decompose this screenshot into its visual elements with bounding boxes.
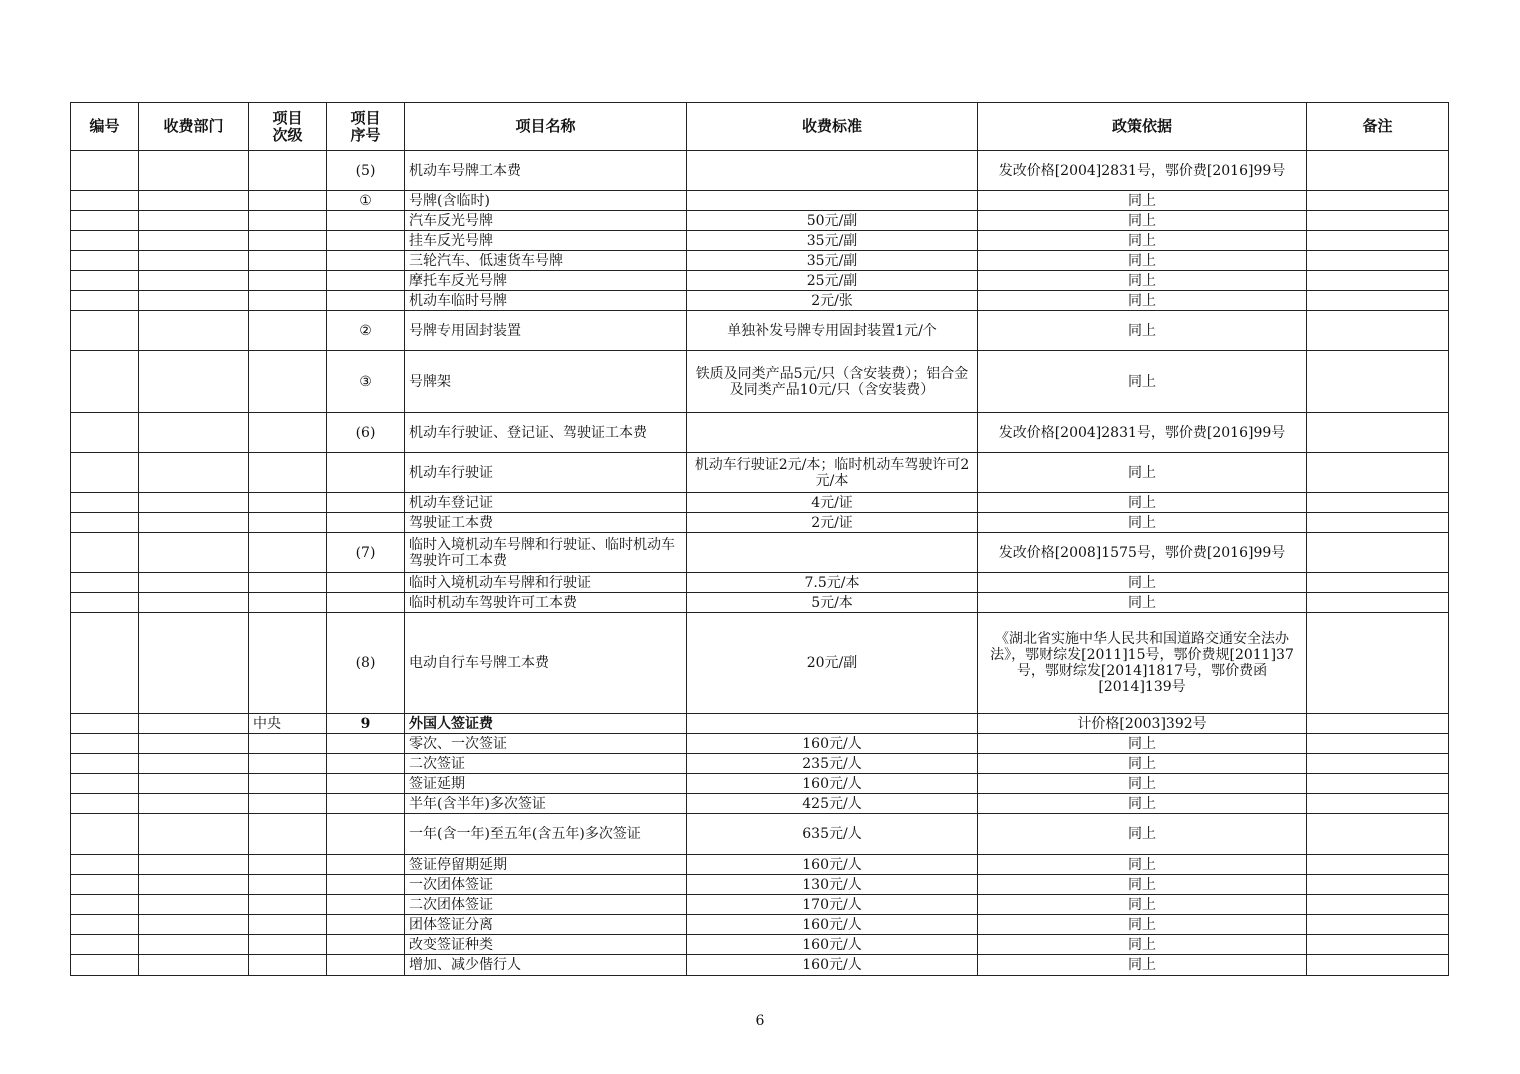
cell-col-remarks [1307, 935, 1449, 955]
cell-col-fee-standard [687, 191, 978, 211]
cell-col-level [249, 513, 327, 533]
table-row [71, 754, 1449, 774]
cell-col-id [71, 955, 139, 976]
cell-col-fee-standard: 160元/人 [687, 935, 978, 955]
cell-col-policy-basis: 同上 [978, 734, 1307, 754]
cell-col-fee-standard: 35元/副 [687, 231, 978, 251]
cell-col-seq [327, 593, 405, 613]
cell-col-remarks [1307, 231, 1449, 251]
cell-col-policy-basis: 发改价格[2004]2831号，鄂价费[2016]99号 [978, 413, 1307, 453]
cell-col-seq: 9 [327, 714, 405, 734]
cell-col-department [139, 895, 249, 915]
cell-col-department [139, 814, 249, 855]
cell-col-item-name: 机动车临时号牌 [405, 291, 687, 311]
table-row [71, 895, 1449, 915]
cell-col-id [71, 915, 139, 935]
cell-col-seq [327, 774, 405, 794]
cell-col-id [71, 935, 139, 955]
cell-col-policy-basis: 同上 [978, 271, 1307, 291]
cell-col-remarks [1307, 351, 1449, 413]
cell-col-department [139, 311, 249, 351]
cell-col-department [139, 533, 249, 573]
cell-col-seq [327, 291, 405, 311]
table-row [71, 191, 1449, 211]
cell-col-fee-standard: 4元/证 [687, 493, 978, 513]
cell-col-remarks [1307, 613, 1449, 714]
table-row [71, 453, 1449, 493]
cell-col-seq [327, 231, 405, 251]
cell-col-seq [327, 814, 405, 855]
table-row [71, 573, 1449, 593]
cell-col-seq [327, 955, 405, 976]
cell-col-department [139, 855, 249, 875]
cell-col-id [71, 794, 139, 814]
cell-col-seq [327, 895, 405, 915]
cell-col-policy-basis: 同上 [978, 251, 1307, 271]
cell-col-id [71, 814, 139, 855]
cell-col-level [249, 413, 327, 453]
cell-col-id [71, 613, 139, 714]
cell-col-id [71, 251, 139, 271]
cell-col-department [139, 774, 249, 794]
header-col-seq: 项目 序号 [327, 103, 405, 151]
table-row [71, 311, 1449, 351]
cell-col-item-name: 改变签证种类 [405, 935, 687, 955]
cell-col-policy-basis: 同上 [978, 955, 1307, 976]
cell-col-seq [327, 794, 405, 814]
cell-col-department [139, 211, 249, 231]
cell-col-policy-basis: 同上 [978, 814, 1307, 855]
table-row [71, 714, 1449, 734]
cell-col-policy-basis: 同上 [978, 291, 1307, 311]
cell-col-seq [327, 935, 405, 955]
table-row [71, 413, 1449, 453]
cell-col-policy-basis: 《湖北省实施中华人民共和国道路交通安全法办法》，鄂财综发[2011]15号，鄂价费规[2011]37号，鄂财综发[2014]1817号，鄂价费函[2014]139号 [978, 613, 1307, 714]
cell-col-id [71, 533, 139, 573]
cell-col-policy-basis: 同上 [978, 191, 1307, 211]
cell-col-remarks [1307, 794, 1449, 814]
cell-col-fee-standard [687, 533, 978, 573]
cell-col-remarks [1307, 271, 1449, 291]
cell-col-id [71, 754, 139, 774]
cell-col-item-name: 电动自行车号牌工本费 [405, 613, 687, 714]
cell-col-level: 中央 [249, 714, 327, 734]
cell-col-department [139, 493, 249, 513]
table-row [71, 814, 1449, 855]
table-row [71, 251, 1449, 271]
cell-col-id [71, 151, 139, 191]
cell-col-item-name: 临时入境机动车号牌和行驶证 [405, 573, 687, 593]
cell-col-item-name: 号牌专用固封装置 [405, 311, 687, 351]
cell-col-department [139, 915, 249, 935]
cell-col-seq [327, 493, 405, 513]
cell-col-level [249, 151, 327, 191]
cell-col-seq [327, 855, 405, 875]
cell-col-department [139, 413, 249, 453]
cell-col-fee-standard: 160元/人 [687, 855, 978, 875]
cell-col-policy-basis: 发改价格[2004]2831号，鄂价费[2016]99号 [978, 151, 1307, 191]
header-row [71, 103, 1449, 151]
cell-col-id [71, 453, 139, 493]
cell-col-department [139, 271, 249, 291]
cell-col-policy-basis: 计价格[2003]392号 [978, 714, 1307, 734]
cell-col-seq: ③ [327, 351, 405, 413]
cell-col-policy-basis: 同上 [978, 774, 1307, 794]
cell-col-level [249, 955, 327, 976]
cell-col-fee-standard: 25元/副 [687, 271, 978, 291]
cell-col-seq [327, 734, 405, 754]
cell-col-fee-standard: 5元/本 [687, 593, 978, 613]
cell-col-fee-standard: 160元/人 [687, 955, 978, 976]
cell-col-id [71, 593, 139, 613]
table-body [71, 151, 1449, 976]
cell-col-remarks [1307, 774, 1449, 794]
cell-col-department [139, 291, 249, 311]
cell-col-remarks [1307, 895, 1449, 915]
cell-col-item-name: 摩托车反光号牌 [405, 271, 687, 291]
cell-col-policy-basis: 同上 [978, 573, 1307, 593]
cell-col-item-name: 零次、一次签证 [405, 734, 687, 754]
cell-col-remarks [1307, 291, 1449, 311]
cell-col-item-name: 二次团体签证 [405, 895, 687, 915]
cell-col-item-name: 临时入境机动车号牌和行驶证、临时机动车驾驶许可工本费 [405, 533, 687, 573]
cell-col-department [139, 734, 249, 754]
cell-col-level [249, 855, 327, 875]
table-row [71, 875, 1449, 895]
cell-col-fee-standard: 2元/张 [687, 291, 978, 311]
cell-col-item-name: 号牌架 [405, 351, 687, 413]
cell-col-level [249, 211, 327, 231]
cell-col-department [139, 573, 249, 593]
cell-col-policy-basis: 同上 [978, 351, 1307, 413]
cell-col-level [249, 533, 327, 573]
table-row [71, 231, 1449, 251]
cell-col-level [249, 453, 327, 493]
cell-col-level [249, 774, 327, 794]
cell-col-fee-standard: 235元/人 [687, 754, 978, 774]
cell-col-remarks [1307, 453, 1449, 493]
cell-col-item-name: 机动车行驶证 [405, 453, 687, 493]
table-row [71, 935, 1449, 955]
cell-col-level [249, 754, 327, 774]
header-col-id: 编号 [71, 103, 139, 151]
cell-col-level [249, 613, 327, 714]
cell-col-level [249, 493, 327, 513]
cell-col-item-name: 外国人签证费 [405, 714, 687, 734]
table-row [71, 271, 1449, 291]
cell-col-item-name: 二次签证 [405, 754, 687, 774]
cell-col-remarks [1307, 513, 1449, 533]
cell-col-level [249, 895, 327, 915]
cell-col-level [249, 915, 327, 935]
cell-col-remarks [1307, 493, 1449, 513]
table-row [71, 211, 1449, 231]
cell-col-level [249, 573, 327, 593]
cell-col-id [71, 351, 139, 413]
cell-col-policy-basis: 同上 [978, 855, 1307, 875]
cell-col-remarks [1307, 915, 1449, 935]
header-col-remarks: 备注 [1307, 103, 1449, 151]
cell-col-item-name: 号牌(含临时) [405, 191, 687, 211]
cell-col-id [71, 211, 139, 231]
cell-col-remarks [1307, 311, 1449, 351]
cell-col-item-name: 驾驶证工本费 [405, 513, 687, 533]
table-row [71, 794, 1449, 814]
cell-col-item-name: 机动车登记证 [405, 493, 687, 513]
cell-col-fee-standard: 130元/人 [687, 875, 978, 895]
cell-col-fee-standard: 35元/副 [687, 251, 978, 271]
cell-col-id [71, 895, 139, 915]
cell-col-item-name: 机动车行驶证、登记证、驾驶证工本费 [405, 413, 687, 453]
cell-col-item-name: 团体签证分离 [405, 915, 687, 935]
cell-col-department [139, 875, 249, 895]
cell-col-department [139, 151, 249, 191]
cell-col-seq [327, 211, 405, 231]
cell-col-policy-basis: 同上 [978, 211, 1307, 231]
cell-col-policy-basis: 同上 [978, 794, 1307, 814]
cell-col-department [139, 714, 249, 734]
header-col-level: 项目 次级 [249, 103, 327, 151]
cell-col-item-name: 半年(含半年)多次签证 [405, 794, 687, 814]
cell-col-policy-basis: 同上 [978, 593, 1307, 613]
cell-col-remarks [1307, 955, 1449, 976]
cell-col-id [71, 714, 139, 734]
cell-col-department [139, 513, 249, 533]
table-row [71, 915, 1449, 935]
cell-col-item-name: 汽车反光号牌 [405, 211, 687, 231]
cell-col-department [139, 794, 249, 814]
cell-col-department [139, 754, 249, 774]
cell-col-seq [327, 271, 405, 291]
cell-col-level [249, 231, 327, 251]
cell-col-remarks [1307, 593, 1449, 613]
cell-col-fee-standard: 160元/人 [687, 734, 978, 754]
header-col-item-name: 项目名称 [405, 103, 687, 151]
cell-col-id [71, 413, 139, 453]
table-row [71, 613, 1449, 714]
cell-col-fee-standard: 170元/人 [687, 895, 978, 915]
cell-col-remarks [1307, 814, 1449, 855]
cell-col-remarks [1307, 573, 1449, 593]
cell-col-id [71, 311, 139, 351]
page-number: 6 [755, 1013, 765, 1029]
cell-col-department [139, 453, 249, 493]
table-row [71, 291, 1449, 311]
cell-col-remarks [1307, 754, 1449, 774]
table-row [71, 533, 1449, 573]
cell-col-level [249, 251, 327, 271]
cell-col-policy-basis: 同上 [978, 915, 1307, 935]
cell-col-policy-basis: 同上 [978, 231, 1307, 251]
cell-col-remarks [1307, 211, 1449, 231]
cell-col-id [71, 191, 139, 211]
cell-col-item-name: 临时机动车驾驶许可工本费 [405, 593, 687, 613]
table-row [71, 734, 1449, 754]
cell-col-id [71, 291, 139, 311]
cell-col-seq: (7) [327, 533, 405, 573]
table-row [71, 513, 1449, 533]
cell-col-policy-basis: 同上 [978, 895, 1307, 915]
table-row [71, 855, 1449, 875]
cell-col-item-name: 增加、减少偕行人 [405, 955, 687, 976]
cell-col-fee-standard [687, 151, 978, 191]
cell-col-level [249, 794, 327, 814]
cell-col-fee-standard: 铁质及同类产品5元/只（含安装费）；铝合金及同类产品10元/只（含安装费） [687, 351, 978, 413]
cell-col-level [249, 814, 327, 855]
cell-col-fee-standard: 20元/副 [687, 613, 978, 714]
cell-col-remarks [1307, 191, 1449, 211]
table-row [71, 493, 1449, 513]
cell-col-id [71, 493, 139, 513]
cell-col-remarks [1307, 151, 1449, 191]
cell-col-fee-standard: 425元/人 [687, 794, 978, 814]
cell-col-remarks [1307, 734, 1449, 754]
cell-col-level [249, 593, 327, 613]
cell-col-fee-standard [687, 413, 978, 453]
cell-col-seq: ② [327, 311, 405, 351]
cell-col-policy-basis: 同上 [978, 513, 1307, 533]
cell-col-item-name: 签证延期 [405, 774, 687, 794]
cell-col-remarks [1307, 855, 1449, 875]
header-col-policy-basis: 政策依据 [978, 103, 1307, 151]
cell-col-fee-standard: 机动车行驶证2元/本；临时机动车驾驶许可2元/本 [687, 453, 978, 493]
cell-col-seq [327, 573, 405, 593]
table-row [71, 593, 1449, 613]
cell-col-level [249, 734, 327, 754]
cell-col-department [139, 955, 249, 976]
cell-col-id [71, 231, 139, 251]
cell-col-item-name: 签证停留期延期 [405, 855, 687, 875]
cell-col-id [71, 271, 139, 291]
cell-col-remarks [1307, 413, 1449, 453]
cell-col-remarks [1307, 533, 1449, 573]
cell-col-department [139, 613, 249, 714]
cell-col-seq: (5) [327, 151, 405, 191]
cell-col-level [249, 271, 327, 291]
cell-col-level [249, 191, 327, 211]
cell-col-department [139, 191, 249, 211]
header-col-fee-standard: 收费标准 [687, 103, 978, 151]
cell-col-seq: ① [327, 191, 405, 211]
cell-col-department [139, 593, 249, 613]
cell-col-remarks [1307, 875, 1449, 895]
cell-col-id [71, 734, 139, 754]
fee-table [70, 102, 1449, 976]
cell-col-fee-standard: 7.5元/本 [687, 573, 978, 593]
cell-col-policy-basis: 同上 [978, 453, 1307, 493]
cell-col-policy-basis: 同上 [978, 875, 1307, 895]
cell-col-department [139, 351, 249, 413]
cell-col-item-name: 挂车反光号牌 [405, 231, 687, 251]
table-row [71, 774, 1449, 794]
cell-col-remarks [1307, 251, 1449, 271]
table-row [71, 351, 1449, 413]
cell-col-id [71, 855, 139, 875]
cell-col-id [71, 513, 139, 533]
cell-col-fee-standard: 50元/副 [687, 211, 978, 231]
cell-col-seq: (6) [327, 413, 405, 453]
cell-col-department [139, 231, 249, 251]
cell-col-seq [327, 513, 405, 533]
cell-col-department [139, 935, 249, 955]
table-row [71, 151, 1449, 191]
cell-col-item-name: 一次团体签证 [405, 875, 687, 895]
cell-col-fee-standard: 单独补发号牌专用固封装置1元/个 [687, 311, 978, 351]
cell-col-policy-basis: 同上 [978, 311, 1307, 351]
cell-col-department [139, 251, 249, 271]
cell-col-seq [327, 915, 405, 935]
table-row [71, 955, 1449, 976]
cell-col-item-name: 三轮汽车、低速货车号牌 [405, 251, 687, 271]
cell-col-id [71, 573, 139, 593]
cell-col-seq: (8) [327, 613, 405, 714]
cell-col-fee-standard: 635元/人 [687, 814, 978, 855]
cell-col-level [249, 311, 327, 351]
cell-col-fee-standard: 160元/人 [687, 915, 978, 935]
cell-col-fee-standard: 160元/人 [687, 774, 978, 794]
cell-col-level [249, 351, 327, 413]
cell-col-policy-basis: 同上 [978, 754, 1307, 774]
cell-col-seq [327, 453, 405, 493]
cell-col-level [249, 875, 327, 895]
cell-col-id [71, 875, 139, 895]
cell-col-id [71, 774, 139, 794]
cell-col-seq [327, 875, 405, 895]
cell-col-policy-basis: 同上 [978, 493, 1307, 513]
cell-col-item-name: 一年(含一年)至五年(含五年)多次签证 [405, 814, 687, 855]
cell-col-policy-basis: 同上 [978, 935, 1307, 955]
cell-col-item-name: 机动车号牌工本费 [405, 151, 687, 191]
cell-col-seq [327, 754, 405, 774]
cell-col-level [249, 935, 327, 955]
cell-col-fee-standard [687, 714, 978, 734]
cell-col-seq [327, 251, 405, 271]
cell-col-policy-basis: 发改价格[2008]1575号，鄂价费[2016]99号 [978, 533, 1307, 573]
header-col-department: 收费部门 [139, 103, 249, 151]
cell-col-fee-standard: 2元/证 [687, 513, 978, 533]
cell-col-remarks [1307, 714, 1449, 734]
cell-col-level [249, 291, 327, 311]
